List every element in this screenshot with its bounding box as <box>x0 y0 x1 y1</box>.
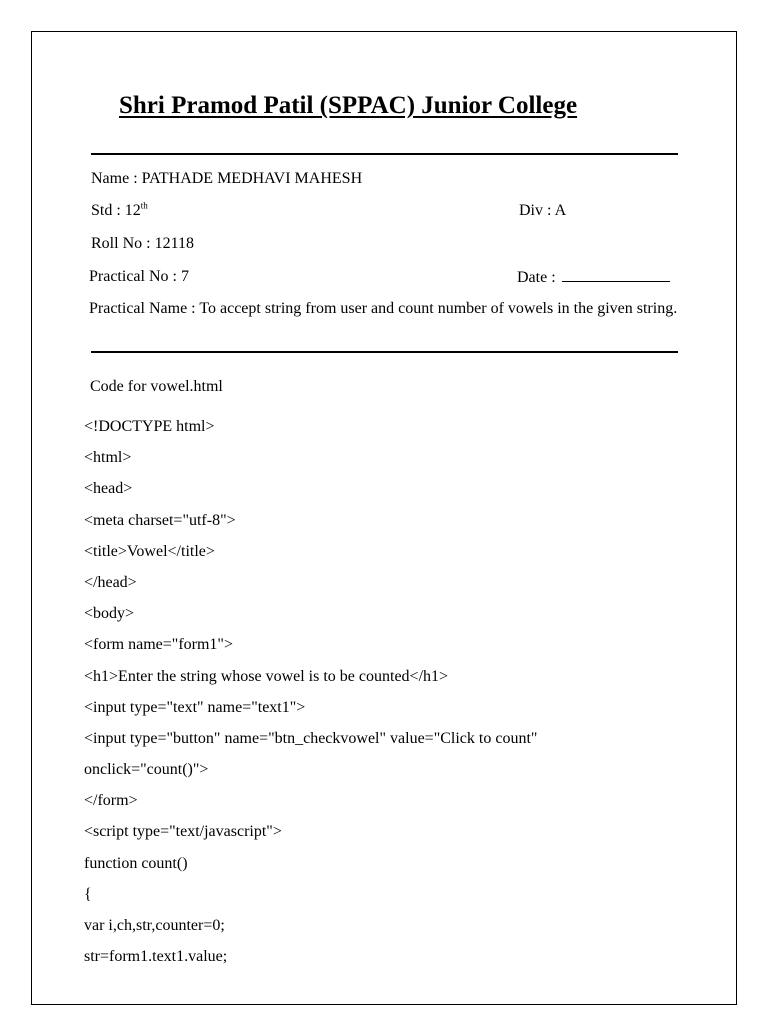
code-line: <h1>Enter the string whose vowel is to be counted</h1> <box>84 667 449 685</box>
code-line: <input type="button" name="btn_checkvowel" value="Click to count" <box>84 729 538 747</box>
date-blank-line <box>562 267 670 282</box>
code-line: function count() <box>84 854 188 872</box>
college-title: Shri Pramod Patil (SPPAC) Junior College <box>119 92 578 119</box>
date-label: Date : <box>517 269 556 286</box>
code-listing <box>84 417 537 978</box>
student-div: Div : A <box>519 202 567 219</box>
code-line: var i,ch,str,counter=0; <box>84 917 225 934</box>
code-line: </head> <box>84 573 137 591</box>
std-suffix: th <box>140 200 148 211</box>
practical-name: Practical Name : To accept string from user and count number of vowels in the given string. <box>89 300 678 317</box>
code-line: <head> <box>84 480 133 498</box>
code-line: onclick="count()"> <box>84 761 209 779</box>
code-line: str=form1.text1.value; <box>84 948 228 966</box>
code-line: <title>Vowel</title> <box>84 542 215 560</box>
code-line: <form name="form1"> <box>84 636 233 654</box>
practical-date <box>517 267 670 288</box>
code-line: <!DOCTYPE html> <box>84 418 215 435</box>
code-line: { <box>84 885 92 903</box>
header-rule-bottom <box>91 351 678 353</box>
code-line: <html> <box>84 449 132 467</box>
student-std <box>91 201 148 221</box>
code-line: <input type="text" name="text1"> <box>84 698 306 716</box>
code-line: <body> <box>84 605 135 623</box>
student-name: Name : PATHADE MEDHAVI MAHESH <box>91 170 363 187</box>
code-line: <meta charset="utf-8"> <box>84 511 236 529</box>
header-rule-top <box>91 153 678 155</box>
std-value: Std : 12 <box>91 202 141 219</box>
code-heading: Code for vowel.html <box>90 378 223 395</box>
code-line: </form> <box>84 792 138 810</box>
practical-number: Practical No : 7 <box>89 268 189 285</box>
student-roll-no: Roll No : 12118 <box>91 235 194 252</box>
code-line: <script type="text/javascript"> <box>84 823 282 841</box>
